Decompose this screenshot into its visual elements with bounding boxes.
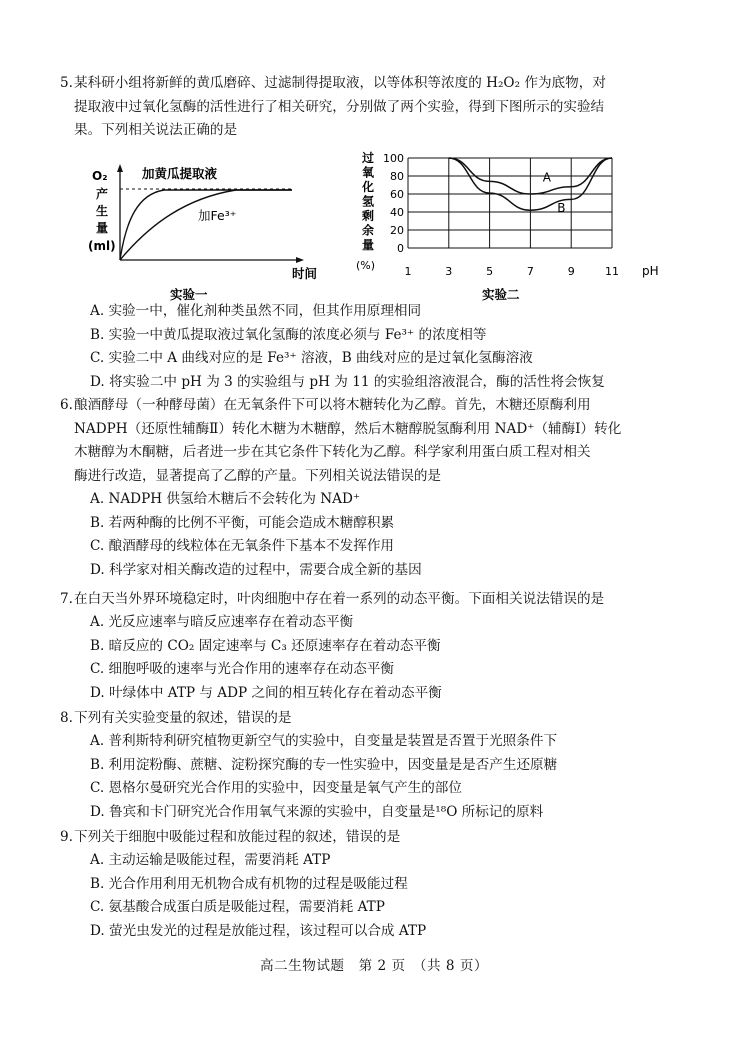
x-tick-label: 7: [526, 265, 534, 278]
y-label-char: 余: [362, 223, 375, 238]
option-b[interactable]: B. 实验一中黄瓜提取液过氧化氢酶的浓度必须与 Fe³⁺ 的浓度相等: [90, 326, 487, 343]
y-tick-label: 0: [397, 242, 404, 255]
fe3-curve: [120, 190, 292, 260]
y-tick-label: 80: [390, 170, 404, 183]
option-d[interactable]: D. 将实验二中 pH 为 3 的实验组与 pH 为 11 的实验组溶液混合，酶的活性将会恢复: [90, 373, 605, 390]
question-number: 8.: [60, 710, 73, 726]
experiment-two-chart: [348, 148, 668, 304]
option-b[interactable]: B. 暗反应的 CO₂ 固定速率与 C₃ 还原速率存在着动态平衡: [90, 637, 441, 654]
stem-line: 提取液中过氧化氢酶的活性进行了相关研究，分别做了两个实验，得到下图所示的实验结: [74, 98, 605, 115]
stem-line: 下列有关实验变量的叙述，错误的是: [74, 710, 292, 726]
y-label-char: O₂: [92, 169, 108, 183]
x-tick-labels: [405, 265, 620, 278]
stem-line: 酶进行改造，显著提高了乙醇的产量。下列相关说法错误的是: [74, 467, 442, 484]
option-c[interactable]: C. 细胞呼吸的速率与光合作用的速率存在动态平衡: [90, 661, 395, 677]
fe3-curve-label: 加Fe³⁺: [198, 208, 237, 223]
y-label-char: 氧: [362, 165, 375, 180]
y-tick-label: 20: [390, 224, 404, 237]
x-tick-label: 5: [486, 265, 494, 278]
extract-curve-label: 加黄瓜提取液: [142, 166, 218, 181]
y-label-char: (ml): [88, 239, 116, 253]
y-label-char: 氢: [362, 194, 375, 209]
question-8-options: [90, 730, 557, 824]
question-5-stem: [60, 72, 606, 143]
option-c[interactable]: C. 氨基酸合成蛋白质是吸能过程，需要消耗 ATP: [90, 899, 385, 915]
y-axis-label: [361, 150, 375, 252]
option-a[interactable]: A. 普利斯特利研究植物更新空气的实验中，自变量是装置是否置于光照条件下: [90, 733, 558, 749]
option-c[interactable]: C. 恩格尔曼研究光合作用的实验中，因变量是氧气产生的部位: [90, 780, 462, 796]
option-a[interactable]: A. 主动运输是吸能过程，需要消耗 ATP: [90, 852, 331, 868]
option-c[interactable]: C. 实验二中 A 曲线对应的是 Fe³⁺ 溶液，B 曲线对应的是过氧化氢酶溶液: [90, 350, 533, 366]
y-axis-arrow: [117, 164, 123, 172]
x-axis-label: 时间: [292, 266, 318, 281]
y-axis-unit: (%): [356, 259, 376, 272]
option-b[interactable]: B. 光合作用利用无机物合成有机物的过程是吸能过程: [90, 875, 408, 892]
option-b[interactable]: B. 利用淀粉酶、蔗糖、淀粉探究酶的专一性实验中，因变量是是否产生还原糖: [90, 756, 558, 773]
x-axis-label: pH: [642, 264, 659, 278]
y-tick-label: 40: [390, 206, 404, 219]
y-label-char: 产: [96, 187, 109, 201]
stem-line: 某科研小组将新鲜的黄瓜磨碎、过滤制得提取液，以等体积等浓度的 H₂O₂ 作为底物，对: [74, 75, 606, 91]
y-label-char: 剩: [362, 209, 375, 223]
question-9-options: [90, 849, 426, 943]
experiment-one-figure: [86, 160, 332, 306]
option-d[interactable]: D. 鲁宾和卡门研究光合作用氧气来源的实验中，自变量是¹⁸O 所标记的原料: [90, 803, 544, 820]
option-a[interactable]: A. NADPH 供氢给木糖后不会转化为 NAD⁺: [90, 491, 361, 507]
y-tick-label: 60: [390, 188, 404, 201]
figure-caption: 实验一: [170, 287, 208, 302]
question-number: 6.: [60, 397, 73, 413]
x-tick-label: 1: [404, 265, 412, 278]
question-7-stem: [60, 588, 605, 612]
question-9-stem: [60, 826, 401, 850]
question-8-stem: [60, 707, 292, 731]
series-label-b: B: [557, 201, 566, 215]
stem-line: 酿酒酵母（一种酵母菌）在无氧条件下可以将木糖转化为乙醇。首先，木糖还原酶利用: [74, 397, 591, 413]
question-6-stem: [60, 394, 622, 488]
stem-line: 在白天当外界环境稳定时，叶肉细胞中存在着一系列的动态平衡。下面相关说法错误的是: [74, 591, 605, 607]
page-footer: 高二生物试题 第 2 页 （共 8 页）: [259, 958, 489, 974]
stem-line: 果。下列相关说法正确的是: [74, 122, 238, 138]
question-number: 9.: [60, 829, 73, 845]
y-label-char: 量: [362, 238, 375, 252]
option-d[interactable]: D. 萤光虫发光的过程是放能过程，该过程可以合成 ATP: [90, 922, 427, 939]
stem-line: 木糖醇为木酮糖，后者进一步在其它条件下转化为乙醇。科学家利用蛋白质工程对相关: [74, 444, 591, 460]
x-axis-arrow: [296, 257, 304, 263]
y-label-char: 化: [362, 180, 375, 194]
extract-curve: [120, 190, 292, 260]
chart-grid: [408, 158, 612, 248]
option-a[interactable]: A. 实验一中，催化剂种类虽然不同，但其作用原理相同: [90, 303, 422, 319]
figure-caption: 实验二: [482, 287, 520, 302]
stem-line: 下列关于细胞中吸能过程和放能过程的叙述，错误的是: [74, 829, 401, 845]
option-b[interactable]: B. 若两种酶的比例不平衡，可能会造成木糖醇积累: [90, 514, 395, 531]
question-6-options: [90, 488, 422, 582]
question-number: 7.: [60, 591, 73, 607]
y-tick-labels: [383, 152, 404, 255]
question-5-options: [90, 300, 605, 394]
option-c[interactable]: C. 酿酒酵母的线粒体在无氧条件下基本不发挥作用: [90, 538, 395, 554]
option-d[interactable]: D. 科学家对相关酶改造的过程中，需要合成全新的基因: [90, 561, 422, 578]
option-a[interactable]: A. 光反应速率与暗反应速率存在着动态平衡: [90, 614, 354, 630]
question-7-options: [90, 611, 442, 705]
x-tick-label: 9: [567, 265, 575, 278]
x-tick-label: 3: [445, 265, 453, 278]
y-label-char: 量: [96, 221, 109, 235]
y-label-char: 过: [362, 151, 375, 165]
y-tick-label: 100: [383, 152, 404, 165]
option-d[interactable]: D. 叶绿体中 ATP 与 ADP 之间的相互转化存在着动态平衡: [90, 684, 442, 701]
y-label-char: 生: [96, 204, 109, 218]
question-number: 5.: [60, 75, 73, 91]
x-tick-label: 11: [605, 265, 619, 278]
stem-line: NADPH（还原性辅酶Ⅱ）转化木糖为木糖醇，然后木糖醇脱氢酶利用 NAD⁺（辅酶Ⅰ）转化: [74, 420, 622, 437]
series-label-a: A: [542, 170, 552, 185]
